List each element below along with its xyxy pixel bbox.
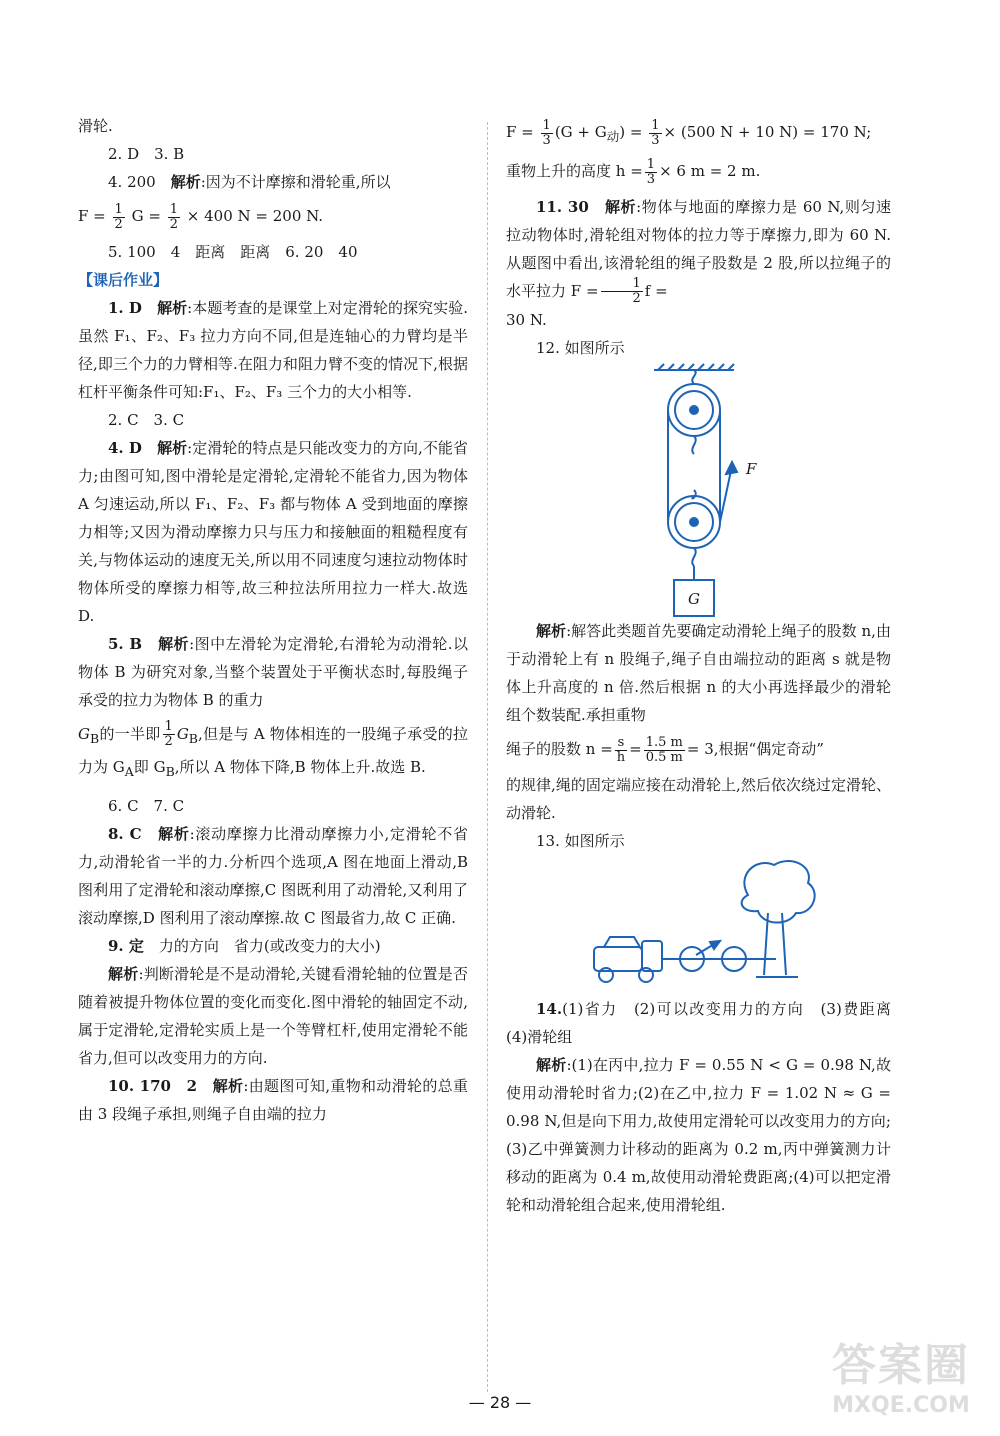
formula-line: 绳子的股数 n = $\frac{s}{h}$ = $\frac{1.5 m}{0.5 m}$ = 3,根据“偶定奇动” — [506, 734, 824, 765]
text-line: 的规律,绳的固定端应接在动滑轮上,然后依次绕过定滑轮、动滑轮. — [506, 775, 891, 822]
car-body — [594, 947, 642, 971]
fraction: $\frac{1}{3}$ — [651, 117, 660, 148]
rope-hook — [692, 436, 695, 454]
answer-5-cont: $G_B$的一半即 $\frac{1}{2}$ $G_B$,但是与 A 物体相连的一股绳子承受的拉力为 $G_A$即 $G_B$,所以 A 物体下降,B 物体上升.故选 B. — [78, 719, 468, 779]
left-column — [78, 112, 468, 1128]
fraction: $\frac{1}{3}$ — [646, 156, 656, 187]
force-label: F — [746, 460, 757, 478]
fraction: $\frac{1}{3}$ — [542, 117, 551, 148]
fraction: $\frac{1}{2}$ — [601, 277, 643, 306]
weight-label: G — [688, 590, 700, 608]
answer-12: 12. 如图所示 — [536, 339, 625, 357]
answer-11: 11. 30 解析:物体与地面的摩擦力是 60 N,则匀速拉动物体时,滑轮组对物体的拉力等于摩擦力,即为 60 N.从题图中看出,该滑轮组的绳子股数是 2 股,所以拉绳子的水平拉力 F = $\frac{1}{2}$ f = — [506, 197, 891, 306]
pulley-figure — [506, 362, 891, 617]
page-number: — 28 — — [468, 1393, 532, 1412]
fraction: $\frac{1}{2}$ — [114, 201, 123, 232]
fraction: $\frac{1}{2}$ — [169, 201, 178, 232]
answer-4b: 4. D 解析:定滑轮的特点是只能改变力的方向,不能省力;由图可知,图中滑轮是定滑轮,定滑轮不能省力,因为物体 A 匀速运动,所以 F₁、F₂、F₃ 都与物体 A 受到地面的摩擦力相等;又因为滑动摩擦力只与压力和接触面的粗糙程度有关,与物体运动的速度无关,所以用不同速度匀速拉动物体时物体所受的摩擦力相等,故三种拉法所用拉力一样大.故选 D. — [78, 438, 468, 625]
answer-9: 9. 定 力的方向 省力(或改变力的大小) — [108, 936, 381, 955]
answer-13: 13. 如图所示 — [536, 831, 625, 850]
answer-12-analysis: 解析:解答此类题首先要确定动滑轮上绳子的股数 n,由于动滑轮上有 n 股绳子,绳子自由端拉动的距离 s 就是物体上升高度的 n 倍.然后根据 n 的大小再选择最少的滑轮组个数装配.承担重物 — [506, 622, 891, 724]
answer-line: 2. D 3. B — [108, 145, 185, 163]
formula-line: F = $\frac{1}{2}$ G = $\frac{1}{2}$ × 400 N = 200 N. — [78, 201, 324, 232]
car-top — [604, 937, 640, 947]
answer-line: 6. C 7. C — [108, 796, 185, 815]
formula-line: F = $\frac{1}{3}$ $(G + G_动)$ = $\frac{1}{3}$ × (500 N + 10 N) = 170 N; — [506, 117, 872, 148]
answer-line: 2. C 3. C — [108, 410, 185, 429]
tree-pulley-figure — [506, 855, 891, 995]
right-column — [506, 112, 907, 1219]
fraction: $\frac{1.5 m}{0.5 m}$ — [645, 734, 683, 765]
tree-crown — [742, 861, 815, 923]
text-line: 30 N. — [506, 311, 547, 329]
fraction: $\frac{1}{2}$ — [164, 719, 173, 749]
answer-5: 5. B 解析:图中左滑轮为定滑轮,右滑轮为动滑轮.以物体 B 为研究对象,当整个装置处于平衡状态时,每股绳子承受的拉力为物体 B 的重力 — [78, 634, 469, 709]
fraction: $\frac{s}{h}$ — [616, 734, 626, 765]
answer-1: 1. D 解析:本题考查的是课堂上对定滑轮的探究实验.虽然 F₁、F₂、F₃ 拉力方向不同,但是连轴心的力臂均是半径,即三个力的力臂相等.在阻力和阻力臂不变的情况下,根据杠杆平衡条件可知:F₁、F₂、F₃ 三个力的大小相等. — [78, 298, 468, 401]
answer-9-analysis: 解析:判断滑轮是不是动滑轮,关键看滑轮轴的位置是否随着被提升物体位置的变化而变化.图中滑轮的轴固定不动,属于定滑轮,定滑轮实质上是一个等臂杠杆,使用定滑轮不能省力,但可以改变用力的方向. — [78, 964, 468, 1067]
column-divider — [487, 122, 488, 1392]
formula-line: 重物上升的高度 h = $\frac{1}{3}$ × 6 m = 2 m. — [506, 156, 761, 187]
answer-8: 8. C 解析:滚动摩擦力比滑动摩擦力小,定滑轮不省力,动滑轮省一半的力.分析四个选项,A 图在地面上滑动,B 图利用了定滑轮和滚动摩擦,C 图既利用了动滑轮,又利用了滚动摩擦,D 图利用了滚动摩擦.故 C 图最省力,故 C 正确. — [78, 824, 468, 927]
section-heading: 【课后作业】 — [78, 270, 169, 289]
answer-4: 4. 200 解析:因为不计摩擦和滑轮重,所以 — [108, 173, 391, 191]
watermark: 答案圈 MXQE.COM — [832, 1340, 970, 1418]
answer-10: 10. 170 2 解析:由题图可知,重物和动滑轮的总重由 3 段绳子承担,则绳子自由端的拉力 — [78, 1076, 468, 1123]
answer-14-analysis: 解析:(1)在丙中,拉力 F = 0.55 N < G = 0.98 N,故使用动滑轮时省力;(2)在乙中,拉力 F = 1.02 N ≈ G = 0.98 N,但是向下用力,故使用定滑轮可以改变用力的方向;(3)乙中弹簧测力计移动的距离为 0.2 m,丙中弹簧测力计移动的距离为 0.4 m,故使用动滑轮费距离;(4)可以把定滑轮和动滑轮组合起来,使用滑轮组. — [506, 1055, 891, 1214]
text-line: 滑轮. — [78, 117, 113, 135]
hook — [692, 370, 695, 384]
answer-line: 5. 100 4 距离 距离 6. 20 40 — [108, 242, 358, 261]
answer-14: 14.(1)省力 (2)可以改变用力的方向 (3)费距离 (4)滑轮组 — [506, 999, 907, 1046]
force-arrow — [726, 462, 737, 474]
